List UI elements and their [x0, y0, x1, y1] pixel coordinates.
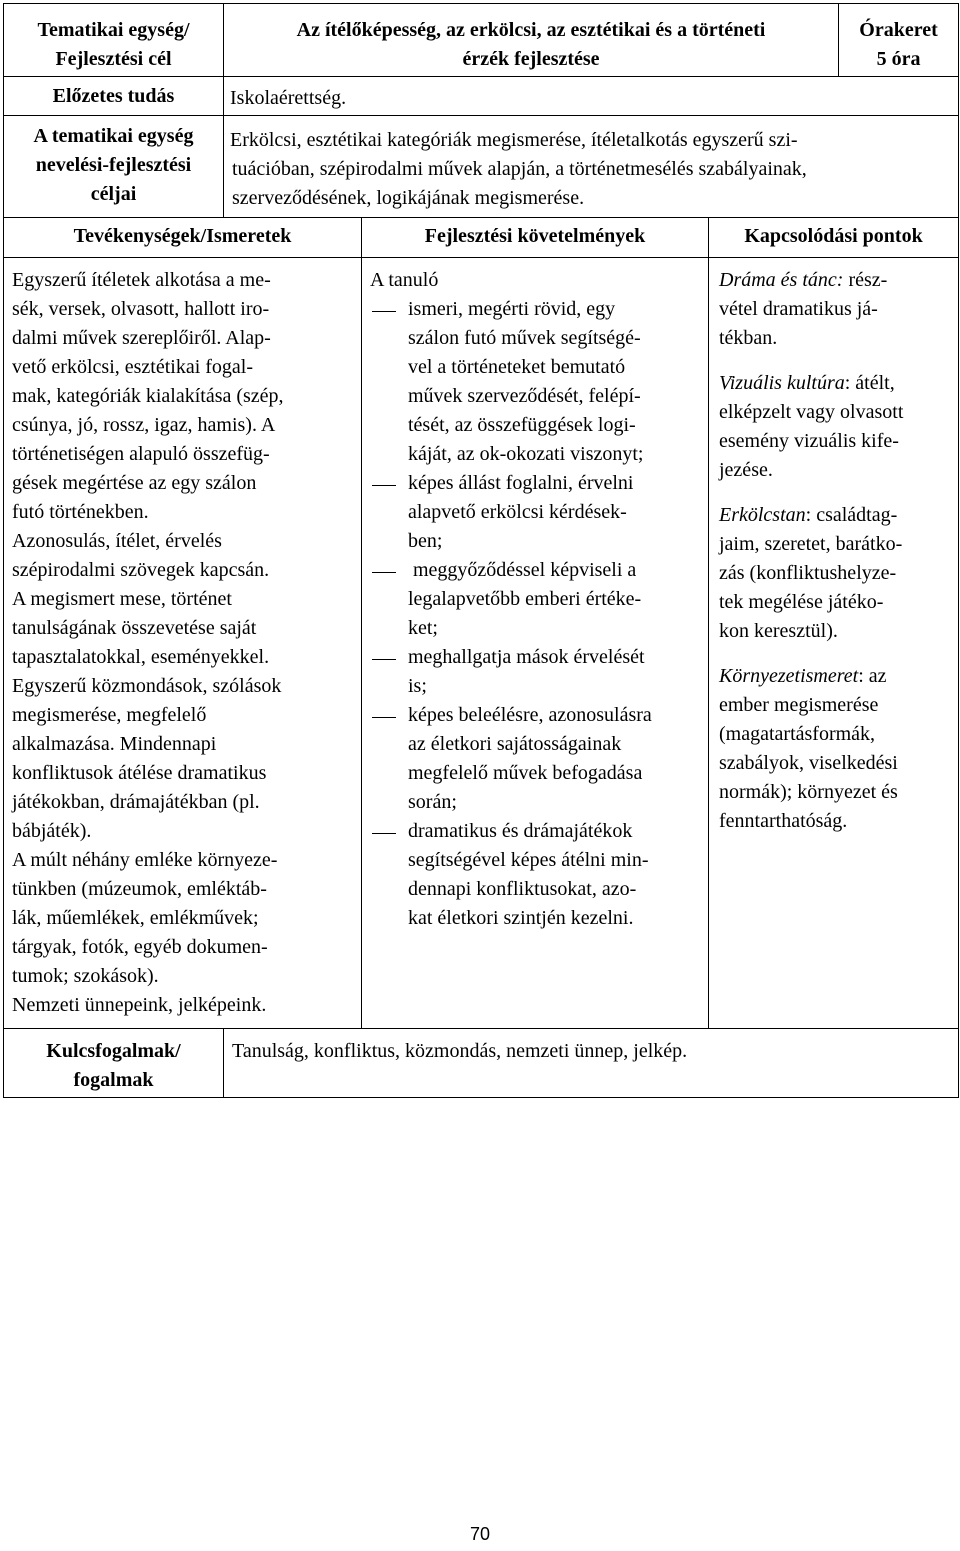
- connections-cell: [709, 258, 959, 1029]
- connection-subject: Erkölcstan: [719, 504, 806, 526]
- requirement-item: [370, 817, 702, 933]
- keywords-label: [4, 1029, 224, 1098]
- requirement-line: meghallgatja mások érvelését: [408, 646, 645, 668]
- connection-block: [719, 501, 952, 646]
- hours-cell: [839, 4, 959, 77]
- column-header-activities: Tevékenységek/Ismeretek: [4, 218, 362, 258]
- goals-row: [4, 116, 959, 218]
- requirement-item: [370, 701, 702, 817]
- activities-cell: [4, 258, 362, 1029]
- requirement-line: ismeri, megérti rövid, egy: [408, 298, 616, 320]
- content-row: [4, 258, 959, 1029]
- activities-line: megismerése, megfelelő: [12, 704, 207, 726]
- requirement-line: kat életkori szintjén kezelni.: [408, 907, 634, 929]
- activities-line: konfliktusok átélése dramatikus: [12, 762, 267, 784]
- goals-label-line3: céljai: [90, 183, 137, 205]
- requirement-line: is;: [408, 675, 427, 697]
- curriculum-page: [3, 3, 958, 1098]
- requirement-line: megfelelő művek befogadása: [408, 762, 643, 784]
- hours-label: Órakeret: [859, 19, 938, 41]
- goals-text: [224, 116, 959, 218]
- connection-line: kon keresztül).: [719, 620, 838, 642]
- keywords-label-line1: Kulcsfogalmak/: [46, 1040, 181, 1062]
- requirement-line: művek szerveződését, felépí-: [408, 385, 641, 407]
- activities-line: alkalmazása. Mindennapi: [12, 733, 217, 755]
- activities-line: szépirodalmi szövegek kapcsán.: [12, 559, 270, 581]
- connection-line: (magatartásformák,: [719, 723, 876, 745]
- column-header-connections: Kapcsolódási pontok: [709, 218, 959, 258]
- connection-line: rész-: [848, 269, 888, 291]
- activities-line: bábjáték).: [12, 820, 92, 842]
- column-header-row: [4, 218, 959, 258]
- connection-line: jezése.: [719, 459, 773, 481]
- requirement-line: vel a történeteket bemutató: [408, 356, 626, 378]
- connection-line: elképzelt vagy olvasott: [719, 401, 904, 423]
- goals-line: szerveződésének, logikájának megismerése.: [232, 187, 585, 209]
- requirement-line: segítségével képes átélni min-: [408, 849, 649, 871]
- unit-title: [224, 4, 839, 77]
- connection-block: [719, 662, 952, 836]
- connection-line: vétel dramatikus já-: [719, 298, 878, 320]
- activities-line: A múlt néhány emléke környeze-: [12, 849, 278, 871]
- keywords-label-line2: fogalmak: [73, 1069, 154, 1091]
- connection-line: szabályok, viselkedési: [719, 752, 898, 774]
- requirement-line: során;: [408, 791, 457, 813]
- requirements-intro: A tanuló: [370, 269, 439, 291]
- connection-line: normák); környezet és: [719, 781, 898, 803]
- connection-subject: Környezetismeret: [719, 665, 859, 687]
- unit-title-line1: Az ítélőképesség, az erkölcsi, az esztétikai és a történeti: [296, 19, 766, 41]
- keywords-row: [4, 1029, 959, 1098]
- connection-line: : az: [858, 665, 887, 687]
- connection-line: esemény vizuális kife-: [719, 430, 899, 452]
- requirement-line: alapvető erkölcsi kérdések-: [408, 501, 627, 523]
- goals-line: tuációban, szépirodalmi művek alapján, a történetmesélés szabályainak,: [232, 158, 807, 180]
- connection-line: zás (konfliktushelyze-: [719, 562, 897, 584]
- keywords-text: Tanulság, konfliktus, közmondás, nemzeti ünnep, jelkép.: [224, 1029, 959, 1098]
- requirement-line: káját, az ok-okozati viszonyt;: [408, 443, 644, 465]
- activities-line: Egyszerű közmondások, szólások: [12, 675, 282, 697]
- activities-line: tárgyak, fotók, egyéb dokumen-: [12, 936, 268, 958]
- connection-line: : családtag-: [805, 504, 898, 526]
- requirement-line: ket;: [408, 617, 438, 639]
- activities-line: dalmi művek szereplőiről. Alap-: [12, 327, 271, 349]
- requirement-line: ben;: [408, 530, 443, 552]
- connection-subject: Vizuális kultúra: [719, 372, 845, 394]
- activities-line: vető erkölcsi, esztétikai fogal-: [12, 356, 254, 378]
- goals-label-line1: A tematikai egység: [33, 125, 194, 147]
- activities-line: gések megértése az egy szálon: [12, 472, 257, 494]
- requirement-line: dennapi konfliktusokat, azo-: [408, 878, 637, 900]
- goals-label: [4, 116, 224, 218]
- activities-line: tapasztalatokkal, eseményekkel.: [12, 646, 270, 668]
- unit-title-line2: érzék fejlesztése: [462, 48, 600, 70]
- requirement-line: legalapvetőbb emberi értéke-: [408, 588, 642, 610]
- requirement-item: [370, 643, 702, 701]
- activities-line: lák, műemlékek, emlékművek;: [12, 907, 259, 929]
- connection-line: ember megismerése: [719, 694, 879, 716]
- connection-line: jaim, szeretet, barátko-: [719, 533, 903, 555]
- activities-line: tanulságának összevetése saját: [12, 617, 257, 639]
- activities-text: [12, 266, 355, 1020]
- connection-subject: Dráma és tánc:: [719, 269, 844, 291]
- prior-knowledge-text: Iskolaérettség.: [224, 77, 959, 116]
- requirement-line: képes állást foglalni, érvelni: [408, 472, 634, 494]
- connection-line: : átélt,: [844, 372, 895, 394]
- connection-line: tek megélése játéko-: [719, 591, 884, 613]
- activities-line: tünkben (múzeumok, emléktáb-: [12, 878, 267, 900]
- page-number: 70: [469, 1524, 491, 1544]
- requirement-line: dramatikus és drámajátékok: [408, 820, 633, 842]
- prior-knowledge-label: Előzetes tudás: [4, 77, 224, 116]
- requirement-line: tését, az összefüggések logi-: [408, 414, 636, 436]
- column-header-requirements: Fejlesztési követelmények: [362, 218, 709, 258]
- activities-line: játékokban, drámajátékban (pl.: [12, 791, 260, 813]
- requirement-line: képes beleélésre, azonosulásra: [408, 704, 652, 726]
- activities-line: A megismert mese, történet: [12, 588, 232, 610]
- unit-label-line2: Fejlesztési cél: [55, 48, 172, 70]
- connection-block: [719, 369, 952, 485]
- activities-line: Nemzeti ünnepeink, jelképeink.: [12, 994, 267, 1016]
- connection-line: fenntarthatóság.: [719, 810, 848, 832]
- hours-value: 5 óra: [876, 48, 921, 70]
- goals-label-line2: nevelési-fejlesztési: [35, 154, 192, 176]
- unit-label-line1: Tematikai egység/: [37, 19, 190, 41]
- requirement-item: [370, 469, 702, 556]
- activities-line: futó történekben.: [12, 501, 149, 523]
- connection-line: tékban.: [719, 327, 778, 349]
- goals-line: Erkölcsi, esztétikai kategóriák megismerése, ítéletalkotás egyszerű szi-: [230, 129, 798, 151]
- unit-label: [4, 4, 224, 77]
- requirement-line: szálon futó művek segítségé-: [408, 327, 641, 349]
- prior-knowledge-row: [4, 77, 959, 116]
- activities-line: csúnya, jó, rossz, igaz, hamis). A: [12, 414, 276, 436]
- connection-block: [719, 266, 952, 353]
- requirement-line: az életkori sajátosságainak: [408, 733, 622, 755]
- unit-header-row: [4, 4, 959, 77]
- curriculum-table: [3, 3, 959, 1098]
- activities-line: Azonosulás, ítélet, érvelés: [12, 530, 222, 552]
- activities-line: tumok; szokások).: [12, 965, 159, 987]
- activities-line: mak, kategóriák kialakítása (szép,: [12, 385, 284, 407]
- requirement-line: meggyőződéssel képviseli a: [408, 559, 637, 581]
- requirement-item: [370, 556, 702, 643]
- requirements-cell: [362, 258, 709, 1029]
- activities-line: sék, versek, olvasott, hallott iro-: [12, 298, 270, 320]
- requirement-item: [370, 295, 702, 469]
- activities-line: Egyszerű ítéletek alkotása a me-: [12, 269, 271, 291]
- activities-line: történetiségen alapuló összefüg-: [12, 443, 270, 465]
